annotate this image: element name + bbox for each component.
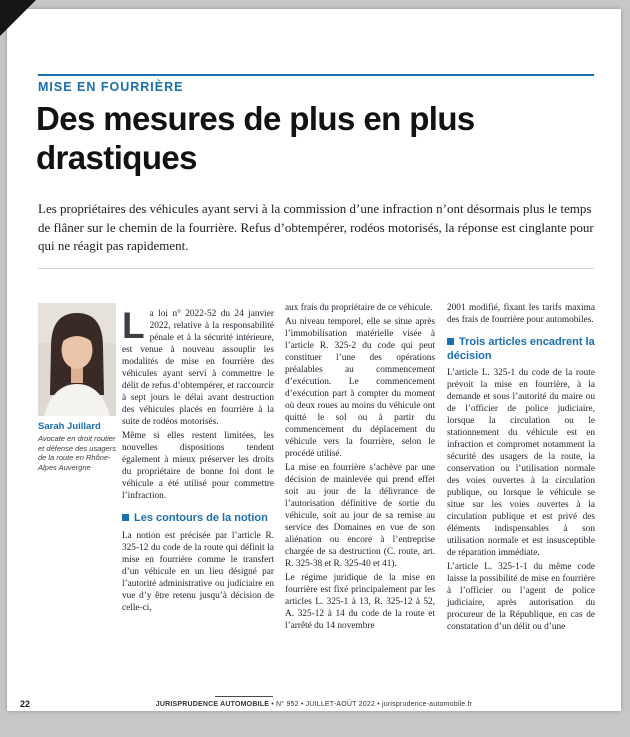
- article-column-2: [285, 302, 435, 632]
- paragraph: aux frais du propriétaire de ce véhicule.: [285, 303, 433, 313]
- article-column-3: [447, 302, 595, 633]
- magazine-page: [7, 9, 621, 711]
- paragraph: L’article L. 325-1-1 du même code laisse la possibilité de mise en fourrière à l’officier ou l’agent de police judiciaire, après autorisation du procureur de la République, en cas de constatation d’un délit ou d’une: [447, 562, 595, 632]
- footer-magazine-name: JURISPRUDENCE AUTOMOBILE: [155, 701, 270, 708]
- paragraph: 2001 modifié, fixant les tarifs maxima des frais de fourrière pour automobiles.: [447, 303, 595, 325]
- bullet-square-icon: [447, 338, 454, 345]
- paragraph: Même si elles restent limitées, les nouvelles dispositions tendent également à mieux préserver les droits du propriétaire de bonne foi dont le véhicule a été utilisé pour commettre l’infraction.: [122, 431, 274, 501]
- footer-credit: [7, 701, 621, 708]
- footer-rule: [215, 696, 273, 697]
- paragraph: La notion est précisée par l’article R. 325-12 du code de la route qui définit la mise en fourrière comme le transfert d’un véhicule en un lieu désigné par l’autorité administrative ou judiciaire en vue d’y être retenu jusqu’à décision de celle-ci,: [122, 530, 274, 613]
- paragraph: La mise en fourrière s’achève par une décision de mainlevée qui prend effet soit au jour de la délivrance de l’autorisation définitive de sortie du véhicule, soit au jour de sa remise au service des Domaines en vue de son aliénation ou encore à l’entreprise chargée de sa destruction (C. route, art. R. 325-38 et R. 325-40 et 41).: [285, 463, 435, 569]
- paragraph-text: a loi n° 2022-52 du 24 janvier 2022, relative à la responsabilité pénale et à la sécurité intérieure, est venue à nouveau assouplir les modalités de mise en fourrière des véhicules ayant servi à commettre le délit de refus d’obtempérer, et raccourcir à sept jours le délai avant destruction des véhicules placés en fourrière à la suite de rodéos motorisés.: [122, 309, 274, 427]
- standfirst: Les propriétaires des véhicules ayant servi à la commission d’une infraction n’ont désormais plus le temps de flâner sur le chemin de la fourrière. Refus d’obtempérer, rodéos motorisés, la réponse est cinglante pour qui ne réagit pas rapidement.: [38, 201, 594, 253]
- author-bio: Avocate en droit routier et défense des usagers de la route en Rhône-Alpes Auvergne: [38, 434, 116, 472]
- paragraph: Le régime juridique de la mise en fourrière est fixé principalement par les articles L. 325-1 à 13, R. 325-12 à 52, A. 325-12 à 14 du code de la route et l’arrêté du 14 novembre: [285, 573, 435, 631]
- subhead-text: Trois articles encadrent la décision: [447, 336, 595, 362]
- scan-corner-fold-icon: [0, 0, 36, 36]
- author-name: Sarah Juillard: [38, 421, 101, 432]
- paragraph: Au niveau temporel, elle se situe après l’immobilisation matérielle visée à l’article R. 325-2 du code qui peut constituer l’une des opérations préalables au commencement d’exécution. Le commencement d’exécution part à compter du moment où deux roues au moins du véhicule ont quitté le sol ou à partir du commencement du déplacement du véhicule vers la fourrière, selon le procédé utilisé.: [285, 317, 435, 459]
- subhead-text: Les contours de la notion: [134, 512, 268, 524]
- standfirst-divider: [38, 268, 594, 269]
- section-subhead: [122, 512, 274, 526]
- page-title: Des mesures de plus en plus drastiques: [36, 100, 475, 176]
- page-number: 22: [20, 699, 31, 709]
- paragraph: [122, 305, 274, 428]
- footer-issue-info: • N° 952 • JUILLET-AOÛT 2022 • jurisprudence-automobile.fr: [269, 701, 473, 708]
- kicker: MISE EN FOURRIÈRE: [38, 80, 184, 94]
- section-subhead: [447, 336, 595, 363]
- kicker-rule: [38, 74, 594, 76]
- author-portrait-illustration: [38, 303, 116, 416]
- bullet-square-icon: [122, 514, 129, 521]
- author-photo: [38, 303, 116, 416]
- dropcap: L: [122, 305, 145, 346]
- paragraph: L’article L. 325-1 du code de la route prévoit la mise en fourrière, à la demande et sous l’autorité du maire ou de l’officier de police judiciaire, lorsque la circulation ou le stationnement du véhicule est en infraction et compromet notamment la sécurité des usagers de la route, la conservation ou l’utilisation normale des voies ouvertes à la circulation publique, ou lorsque le véhicule se situe sur les voies ouvertes à la circulation publique et est privé des éléments indispensables à son utilisation normale et est insusceptible de réparation immédiate.: [447, 368, 595, 558]
- article-column-1: [122, 305, 274, 614]
